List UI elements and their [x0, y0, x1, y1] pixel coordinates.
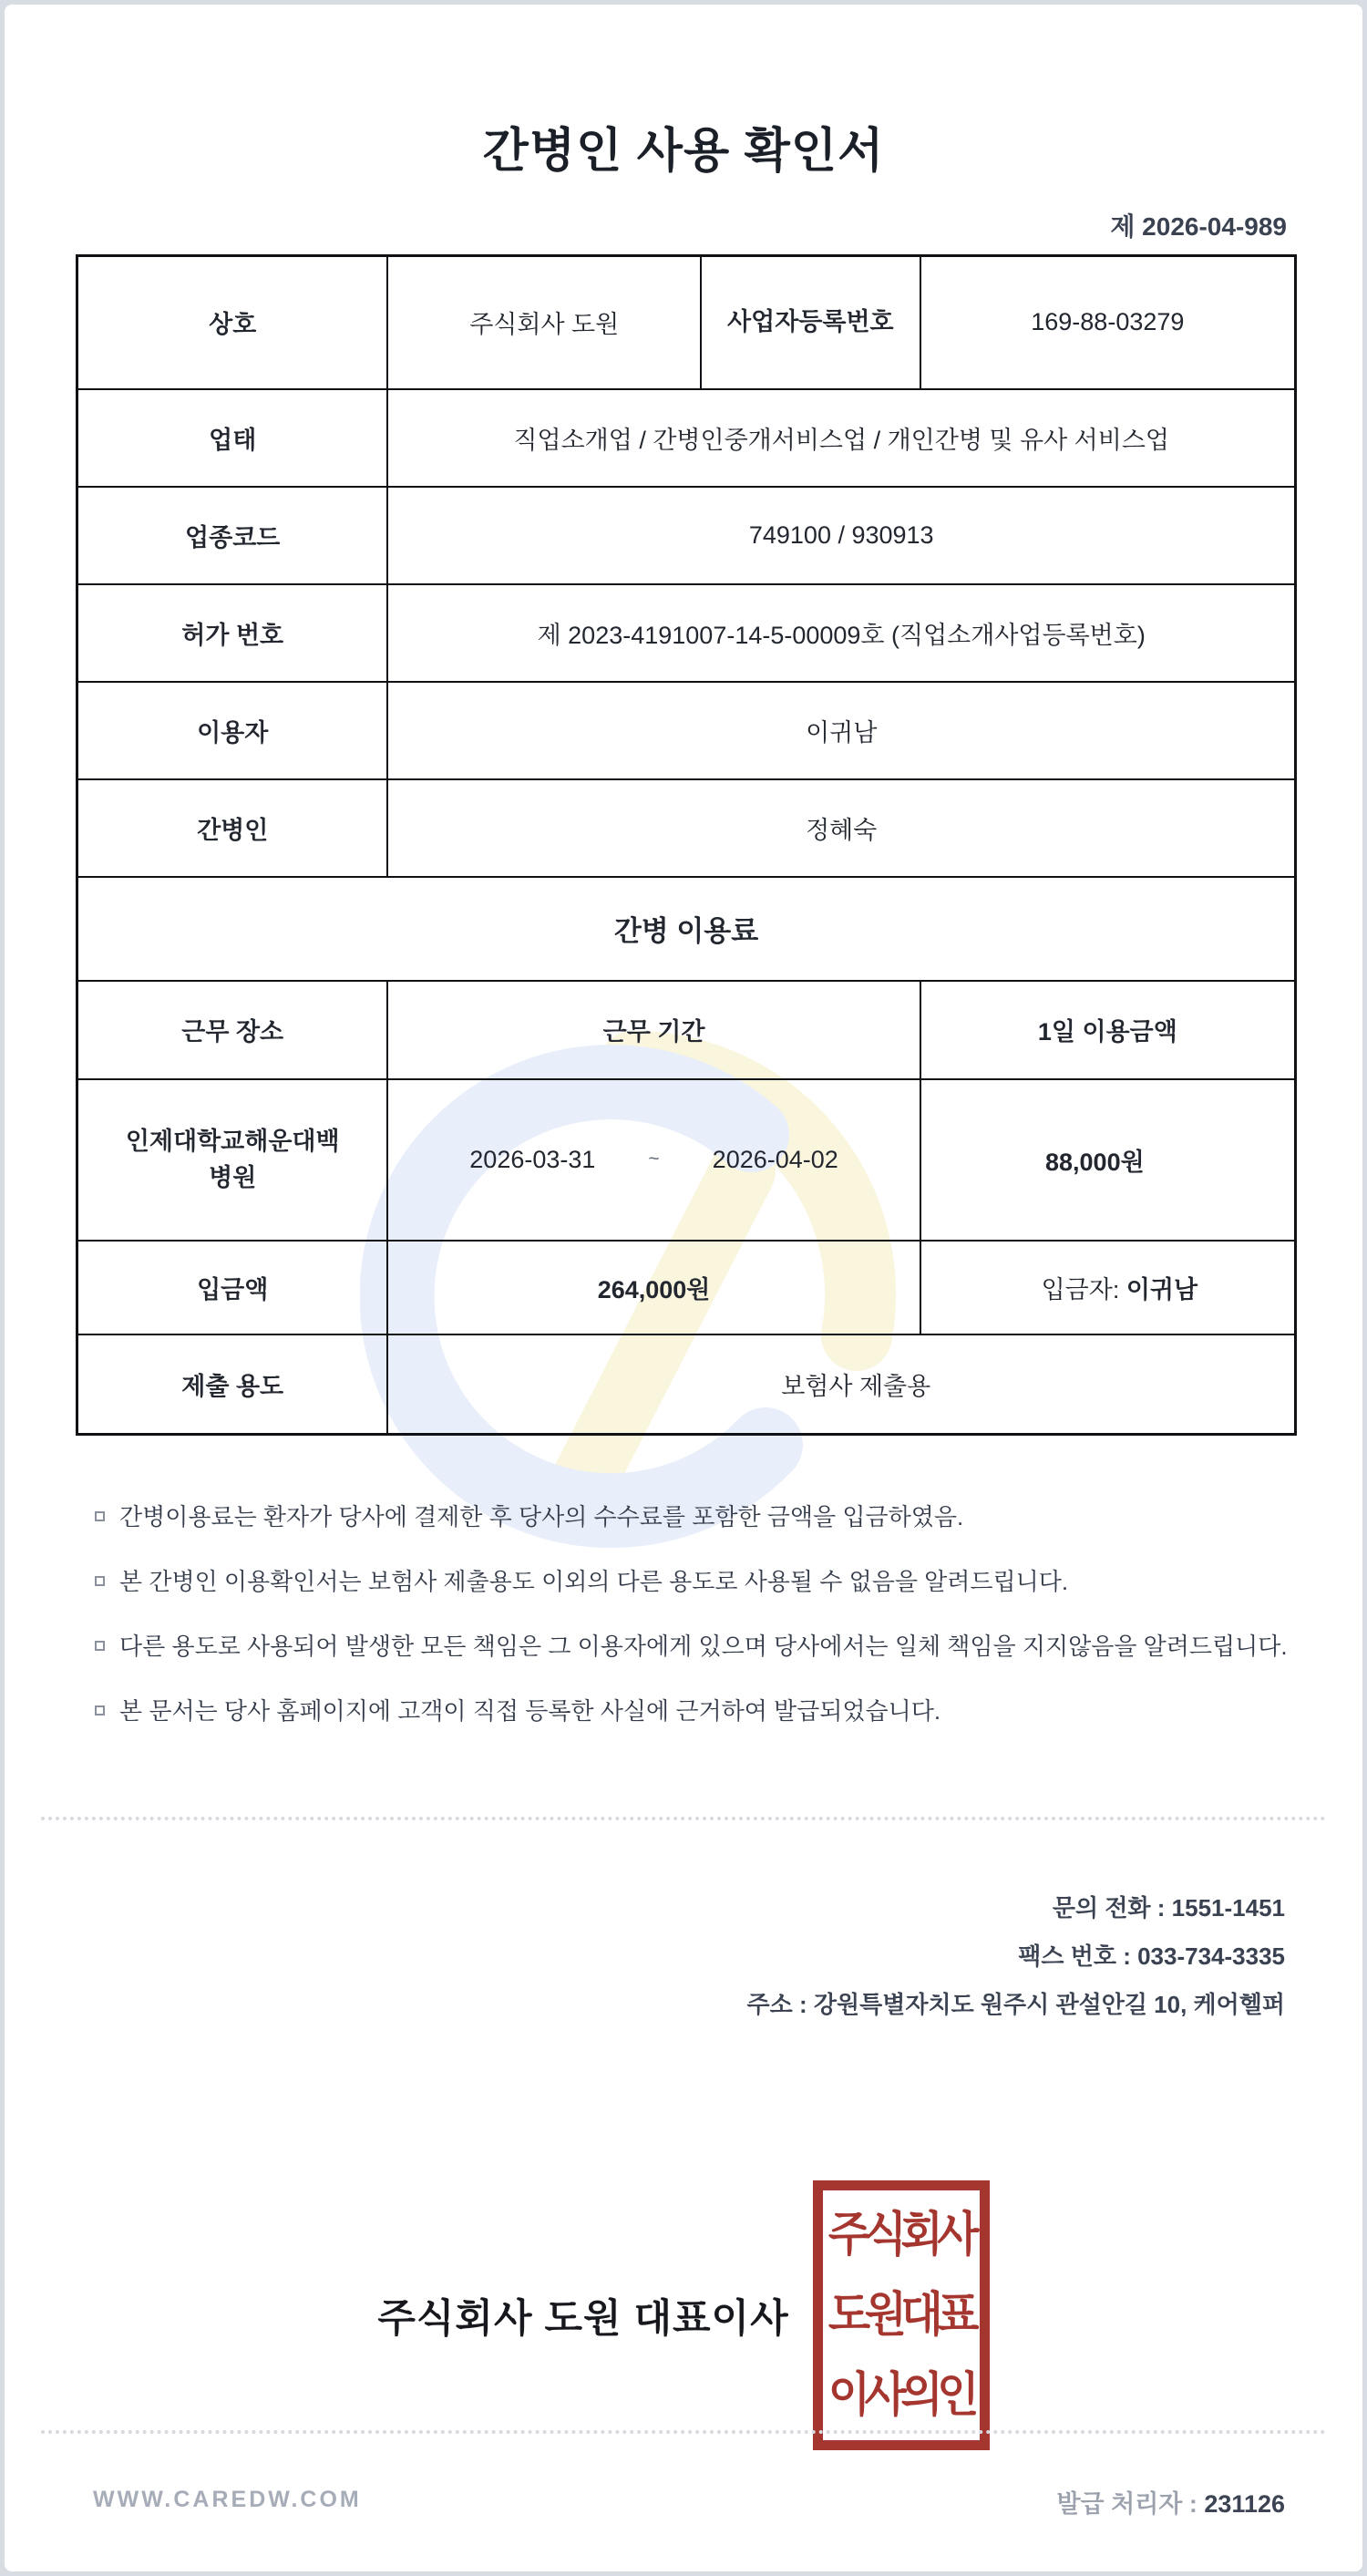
license-label: 허가 번호 [77, 584, 388, 682]
user-value: 이귀남 [387, 682, 1295, 779]
notes-section [93, 1501, 1305, 1760]
note-text: 다른 용도로 사용되어 발생한 모든 책임은 그 이용자에게 있으며 당사에서는 일체 책임을 지지않음을 알려드립니다. [119, 1633, 1288, 1660]
table-row-user [77, 682, 1296, 779]
table-row-deposit [77, 1241, 1296, 1334]
signature-text: 주식회사 도원 대표이사 [377, 2296, 789, 2341]
user-label: 이용자 [77, 682, 388, 779]
note-item [93, 1501, 1305, 1532]
industry-code-value: 749100 / 930913 [387, 487, 1295, 584]
biz-reg-label: 사업자등록번호 [701, 256, 920, 389]
document-number: 제 2026-04-989 [1110, 212, 1287, 241]
note-item [93, 1695, 1305, 1726]
daily-fee-label: 1일 이용금액 [920, 981, 1296, 1079]
square-bullet-icon [95, 1511, 105, 1521]
work-period-value [387, 1079, 920, 1241]
biz-type-value: 직업소개업 / 간병인중개서비스업 / 개인간병 및 유사 서비스업 [387, 389, 1295, 487]
table-row-license [77, 584, 1296, 682]
seal-line: 이사의인 [828, 2369, 974, 2422]
biz-type-label: 업태 [77, 389, 388, 487]
table-row-industry-code [77, 487, 1296, 584]
deposit-label: 입금액 [77, 1241, 388, 1334]
table-row-fee-header [77, 981, 1296, 1079]
table-row-fee-data [77, 1079, 1296, 1241]
depositor-value: 이귀남 [1125, 1275, 1198, 1303]
square-bullet-icon [95, 1641, 105, 1651]
issuer-value: 231126 [1204, 2490, 1285, 2518]
table-row-company [77, 256, 1296, 389]
table-row-fee-section [77, 877, 1296, 981]
company-value: 주식회사 도원 [387, 256, 701, 389]
purpose-value: 보험사 제출용 [387, 1334, 1295, 1435]
table-row-biz-type [77, 389, 1296, 487]
biz-reg-value: 169-88-03279 [920, 256, 1296, 389]
period-end: 2026-04-02 [712, 1145, 838, 1173]
depositor-cell [920, 1241, 1296, 1334]
deposit-value: 264,000원 [387, 1241, 920, 1334]
confirmation-table [76, 254, 1297, 1436]
note-item [93, 1566, 1305, 1597]
signature-section [5, 2174, 1362, 2457]
period-tilde: ~ [648, 1149, 660, 1170]
note-text: 본 간병인 이용확인서는 보험사 제출용도 이외의 다른 용도로 사용될 수 없음을 알려드립니다. [119, 1568, 1069, 1595]
note-text: 간병이용료는 환자가 당사에 결제한 후 당사의 수수료를 포함한 금액을 입금하였음. [119, 1503, 964, 1530]
footer-issuer [1056, 2484, 1285, 2519]
industry-code-label: 업종코드 [77, 487, 388, 584]
table-row-caregiver [77, 779, 1296, 877]
fee-section-title: 간병 이용료 [77, 877, 1296, 981]
issuer-label: 발급 처리자 : [1056, 2490, 1197, 2518]
company-label: 상호 [77, 256, 388, 389]
note-text: 본 문서는 당사 홈페이지에 고객이 직접 등록한 사실에 근거하여 발급되었습니다. [119, 1697, 941, 1725]
seal-line: 도원대표 [828, 2289, 974, 2342]
dotted-divider [41, 2430, 1326, 2434]
page-title: 간병인 사용 확인서 [482, 125, 885, 178]
company-seal-stamp [813, 2180, 990, 2450]
caregiver-label: 간병인 [77, 779, 388, 877]
caregiver-value: 정혜숙 [387, 779, 1295, 877]
dotted-divider [41, 1817, 1326, 1820]
work-period-label: 근무 기간 [387, 981, 920, 1079]
work-place-label: 근무 장소 [77, 981, 388, 1079]
contact-address: 주소 : 강원특별자치도 원주시 관설안길 10, 케어헬퍼 [746, 1991, 1285, 2018]
note-item [93, 1631, 1305, 1662]
contact-info [747, 1890, 1285, 2035]
seal-line: 주식회사 [828, 2209, 974, 2262]
license-value: 제 2023-4191007-14-5-00009호 (직업소개사업등록번호) [387, 584, 1295, 682]
work-place-value: 인제대학교해운대백병원 [77, 1079, 388, 1241]
square-bullet-icon [95, 1576, 105, 1586]
contact-phone: 문의 전화 : 1551-1451 [1052, 1894, 1285, 1922]
daily-fee-value: 88,000원 [920, 1079, 1296, 1241]
document-card [5, 5, 1362, 2571]
square-bullet-icon [95, 1705, 105, 1716]
footer-website: WWW.CAREDW.COM [93, 2487, 362, 2512]
table-row-purpose [77, 1334, 1296, 1435]
purpose-label: 제출 용도 [77, 1334, 388, 1435]
contact-fax: 팩스 번호 : 033-734-3335 [1018, 1942, 1285, 1970]
depositor-label: 입금자: [1041, 1275, 1120, 1303]
period-start: 2026-03-31 [469, 1145, 596, 1173]
